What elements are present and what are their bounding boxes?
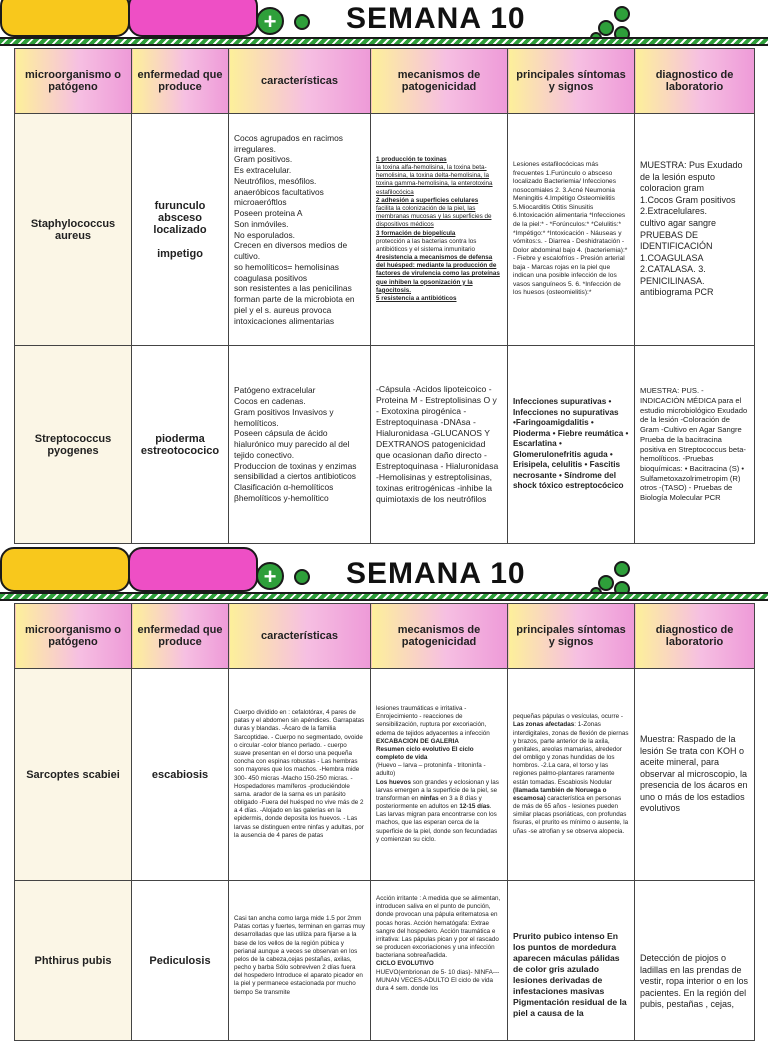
table-header-row <box>15 49 755 114</box>
diagnosis-cell: Muestra: Raspado de la lesión Se trata con KOH o aceite mineral, para observar al microscopio, la presencia de los ácaros en uno o más de los estadios evolutivos <box>635 669 755 881</box>
mechanism-2-text: facilita la colonización de la piel, las membranas mucosas y las superficies de dispositivos médicos <box>376 204 492 229</box>
mechanisms-cell: -Cápsula -Acidos lipoteicoico -Proteina M - Estreptolisinas O y - Exotoxina pirogénica - Estreptoquinasa -DNAsa - Hialuronidasa -GLUCANOS Y DEXTRANOS patogenicidad que ocasionan daño directo - Estreptoquinasa - Hialuronidasa -Hemolisinas y estreptolisinas, toxinas eritrogénicas -inhibe la quimiotaxis de los neutrófilos <box>371 346 508 544</box>
mechanisms-cell <box>371 669 508 881</box>
col-header-symptoms: principales síntomas y signos <box>508 604 635 669</box>
plus-icon: + <box>256 7 284 35</box>
table-row <box>15 346 755 544</box>
disease-name: Pediculosis <box>132 881 229 1041</box>
week-title: SEMANA 10 <box>346 557 526 590</box>
sheet-header <box>0 0 768 50</box>
mechanism-1-text: la toxina alfa-hemolisina, la toxina beta-hemolisina, la toxina delta-hemolisina, la toxina gamma-hemolisina, la enterotoxina estafilocócica <box>376 164 493 196</box>
pathogen-table <box>14 603 755 1041</box>
pathogen-name: Streptococcus pyogenes <box>15 346 132 544</box>
characteristics-cell: Patógeno extracelular Cocos en cadenas. Gram positivos Invasivos y hemolíticos. Poseen cápsula de ácido hialurónico muy parecido al del tejido conectivo. Produccion de toxinas y enzimas sensibilidad a ciertos antibioticos Clasificación α-hemolíticos βhemolíticos y-hemolítico <box>229 346 371 544</box>
plus-icon: + <box>256 562 284 590</box>
mechanism-heading: EXCABACION DE GALERIA <box>376 737 459 745</box>
mechanism-heading: CICLO EVOLUTIVO <box>376 960 434 968</box>
striped-divider <box>0 37 768 46</box>
col-header-mechanisms: mecanismos de patogenicidad <box>371 49 508 114</box>
mechanism-2-title: 2 adhesión a superficies celulares <box>376 196 479 204</box>
col-header-pathogen: microorganismo o patógeno <box>15 49 132 114</box>
mechanism-cycle-heading: Resumen ciclo evolutivo El ciclo completo de vida <box>376 745 474 762</box>
yellow-tab <box>0 0 130 37</box>
pathogen-name: Staphylococcus aureus <box>15 114 132 346</box>
pathogen-table <box>14 48 755 544</box>
pathogen-name: Phthirus pubis <box>15 881 132 1041</box>
mechanism-text: Acción irritante : A medida que se alimentan, introducen saliva en el punto de punción, donde provocan una pápula eritematosa en pocas horas. Acción hematógafa: Extrae sangre del hospedero. Acción traumática e irritativa: Las pápulas pican y por el rascado se producen excoriaciones y una infección bacteriana sobreañadida. <box>376 895 501 960</box>
mechanism-cycle-stages: (Huevo – larva – protoninfa - tritoninfa - adulto) <box>376 762 486 778</box>
pink-tab <box>128 547 258 592</box>
col-header-mechanisms: mecanismos de patogenicidad <box>371 604 508 669</box>
col-header-diagnosis: diagnostico de laboratorio <box>635 604 755 669</box>
mechanisms-cell <box>371 881 508 1041</box>
symptoms-cell: Prurito pubico intenso En los puntos de mordedura aparecen máculas pálidas de color gris azulado lesiones derivadas de infestaciones masivas Pigmentación residual de la piel a causa de la <box>508 881 635 1041</box>
striped-divider <box>0 592 768 601</box>
characteristics-cell: Casi tan ancha como larga mide 1.5 por 2mm Patas cortas y fuertes, terminan en garras muy desarrolladas que las utiliza para fijarse a la base de los vellos de la región púbica y perianal aunque a veces se observan en los pelos de la cabeza,cejas pestañas, axilas, pecho y barba Sólo sobreviven 2 días fuera del hospedero Introduce el aparato picador en la piel y permanece estacionada por mucho tiempo Se transmite <box>229 881 371 1041</box>
characteristics-cell: Cuerpo dividido en : cefalotórax, 4 pares de patas y el abdomen sin apéndices. Garrapatas duras y blandas. -Ácaro de la familia Sarcoptidae. - Cuerpo no segmentado, ovoide o circular -color blanco perlado. - cuerpo suave presentan en el dorso una pequeña concha con espinas robustas - Las hembras son mayores que los machos. -Hembra mide 300- 450 micras -Macho 150-250 micras. -Hospedadores mamíferos -produciéndole sarna. arador de la sarna es un parásito obligado -Fuera del huésped no vive más de 2 a 4 días. -Alojado en las galerías en la epidermis, donde deposita los huevos. - Las larvas se distinguen entre ninfas y adultas, por la ausencia de 4 pares de patas <box>229 669 371 881</box>
diagnosis-cell: Detección de piojos o ladillas en las prendas de vestir, ropa interior o en los pacientes. En la región del pubis, pestañas , cejas, <box>635 881 755 1041</box>
sheet-week-10-part-2 <box>0 555 768 1024</box>
col-header-characteristics: características <box>229 49 371 114</box>
disease-name: pioderma estreotococico <box>132 346 229 544</box>
week-title: SEMANA 10 <box>346 2 526 35</box>
pink-tab <box>128 0 258 37</box>
mechanism-4-title: 4resistencia a mecanismos de defensa del huésped: mediante la producción de factores de virulencia como las proteínas que inhiben la opsonización y la fagocitosis. <box>376 254 500 294</box>
mechanism-1-title: 1 producción te toxinas <box>376 155 447 163</box>
mechanism-3-text: protección a las bacterias contra los antibióticos y el sistema inmunitario <box>376 237 477 253</box>
col-header-pathogen: microorganismo o patógeno <box>15 604 132 669</box>
diagnosis-cell: MUESTRA: Pus Exudado de la lesión esputo coloracion gram 1.Cocos Gram positivos 2.Extracelulares. cultivo agar sangre PRUEBAS DE IDENTIFICACIÓN 1.COAGULASA 2.CATALASA. 3. PENICILINASA. antibiograma PCR <box>635 114 755 346</box>
characteristics-cell: Cocos agrupados en racimos irregulares. Gram positivos. Es extracelular. Neutrófilos, mesófilos. anaeróbicos facultativos microaeróftlos Poseen proteina A Son inmóviles. No esporulados. Crecen en diversos medios de cultivo. so hemolíticos= hemolisinas coagulasa positivos son resistentes a las penicilinas forman parte de la microbiota en piel y el s. aureus provoca intoxicaciones alimentarias <box>229 114 371 346</box>
disease-name: escabiosis <box>132 669 229 881</box>
mechanism-5-title: 5 resistencia a antibióticos <box>376 294 457 302</box>
col-header-disease: enfermedad que produce <box>132 604 229 669</box>
col-header-disease: enfermedad que produce <box>132 49 229 114</box>
col-header-characteristics: características <box>229 604 371 669</box>
table-row <box>15 669 755 881</box>
mechanism-3-title: 3 formación de biopelícula <box>376 229 456 237</box>
table-row <box>15 114 755 346</box>
symptoms-cell: Lesiones estafilocócicas más frecuentes 1.Furúnculo o absceso localizado Bacteriemia/ Infecciones nosocomiales 2. 3.Acné Neumonia Meningitis 4.Impétigo Osteomielitis 5.Miocarditis Otitis Sinusitis 6.Intoxicación alimentaria *Infecciones de la piel:* - *Forúnculos:* *Celulitis:* *Impétigo:* *Intoxicación - Náuseas y vómitos:s. - Diarrea - Deshidratación - Dolor abdominal bajo 4. (bacteriemia):* - Fiebre y escalofríos - Presión arterial baja - Marcas rojas en la piel que indican una posible infección de los vasos sanguíneos 5. 6. *Infección de los huesos (osteomielitis):* <box>508 114 635 346</box>
col-header-symptoms: principales síntomas y signos <box>508 49 635 114</box>
mechanism-cycle-text: Los huevos son grandes y eclosionan y las larvas emergen a la superficie de la piel, se transforman en ninfas en 3 a 8 días y posteriormente en adultos en 12-15 días. Las larvas migran para encontrarse con los machos, que las esperan cerca de la superficie de la piel, donde son fecundadas y comienzan su ciclo. <box>376 778 499 843</box>
green-dot-icon <box>294 569 310 585</box>
pathogen-name: Sarcoptes scabiei <box>15 669 132 881</box>
sheet-header <box>0 555 768 605</box>
col-header-diagnosis: diagnostico de laboratorio <box>635 49 755 114</box>
diagnosis-cell: MUESTRA: PUS. - INDICACIÓN MÉDICA para el estudio microbiológico Exudado de la lesión -Coloración de Gram -Cultivo en Agar Sangre Prueba de la bacitracina positiva en Streptococcus beta-hemolíticos. -Pruebas bioquímicas: • Bacitracina (S) • Sulfametoxazolrimetropim (R) otros -(TASO) - Pruebas de Biología Molecular PCR <box>635 346 755 544</box>
symptoms-cell: Infecciones supurativas • Infecciones no supurativas •Faringoamigdalitis • Pioderma • Fiebre reumática • Escarlatina • Glomerulonefritis aguda • Erisipela, celulitis • Fascitis necrosante • Síndrome del shock tóxico estreptocócico <box>508 346 635 544</box>
yellow-tab <box>0 547 130 592</box>
mechanisms-cell <box>371 114 508 346</box>
table-row <box>15 881 755 1041</box>
disease-name: furunculo absceso localizado impetigo <box>132 114 229 346</box>
mechanism-text: lesiones traumáticas e irritativa - Enrojecimiento - reacciones de sensibilización, ruptura por excoriación, edema de tejidos adyacentes a infección <box>376 705 490 737</box>
symptoms-cell: pequeñas pápulas o vesículas, ocurre - Las zonas afectadas: 1-Zonas interdigitales, zonas de flexión de piernas y brazos, parte anterior de la axila, genitales, areolas mamarias, alrededor del ombligo y zonas hundidas de los hombros. -2.La cara, el torso y las regiones palmo-plantares raramente están tomadas. Escabiosis Nodular (llamada también de Noruega o escamosa) característica en personas de más de 65 años - lesiones pueden similar placas psoriáticas, con profundas fisuras, el prurito es mínimo o ausente, la uñas -se atrofian y se observa alopecia. <box>508 669 635 881</box>
mechanism-cycle-text: HUEVO(embrionan de 5- 10 dias)- NINFA---MUNAN VECES-ADULTO El ciclo de vida dura 4 sem. donde los <box>376 968 500 992</box>
green-dot-icon <box>294 14 310 30</box>
table-header-row <box>15 604 755 669</box>
